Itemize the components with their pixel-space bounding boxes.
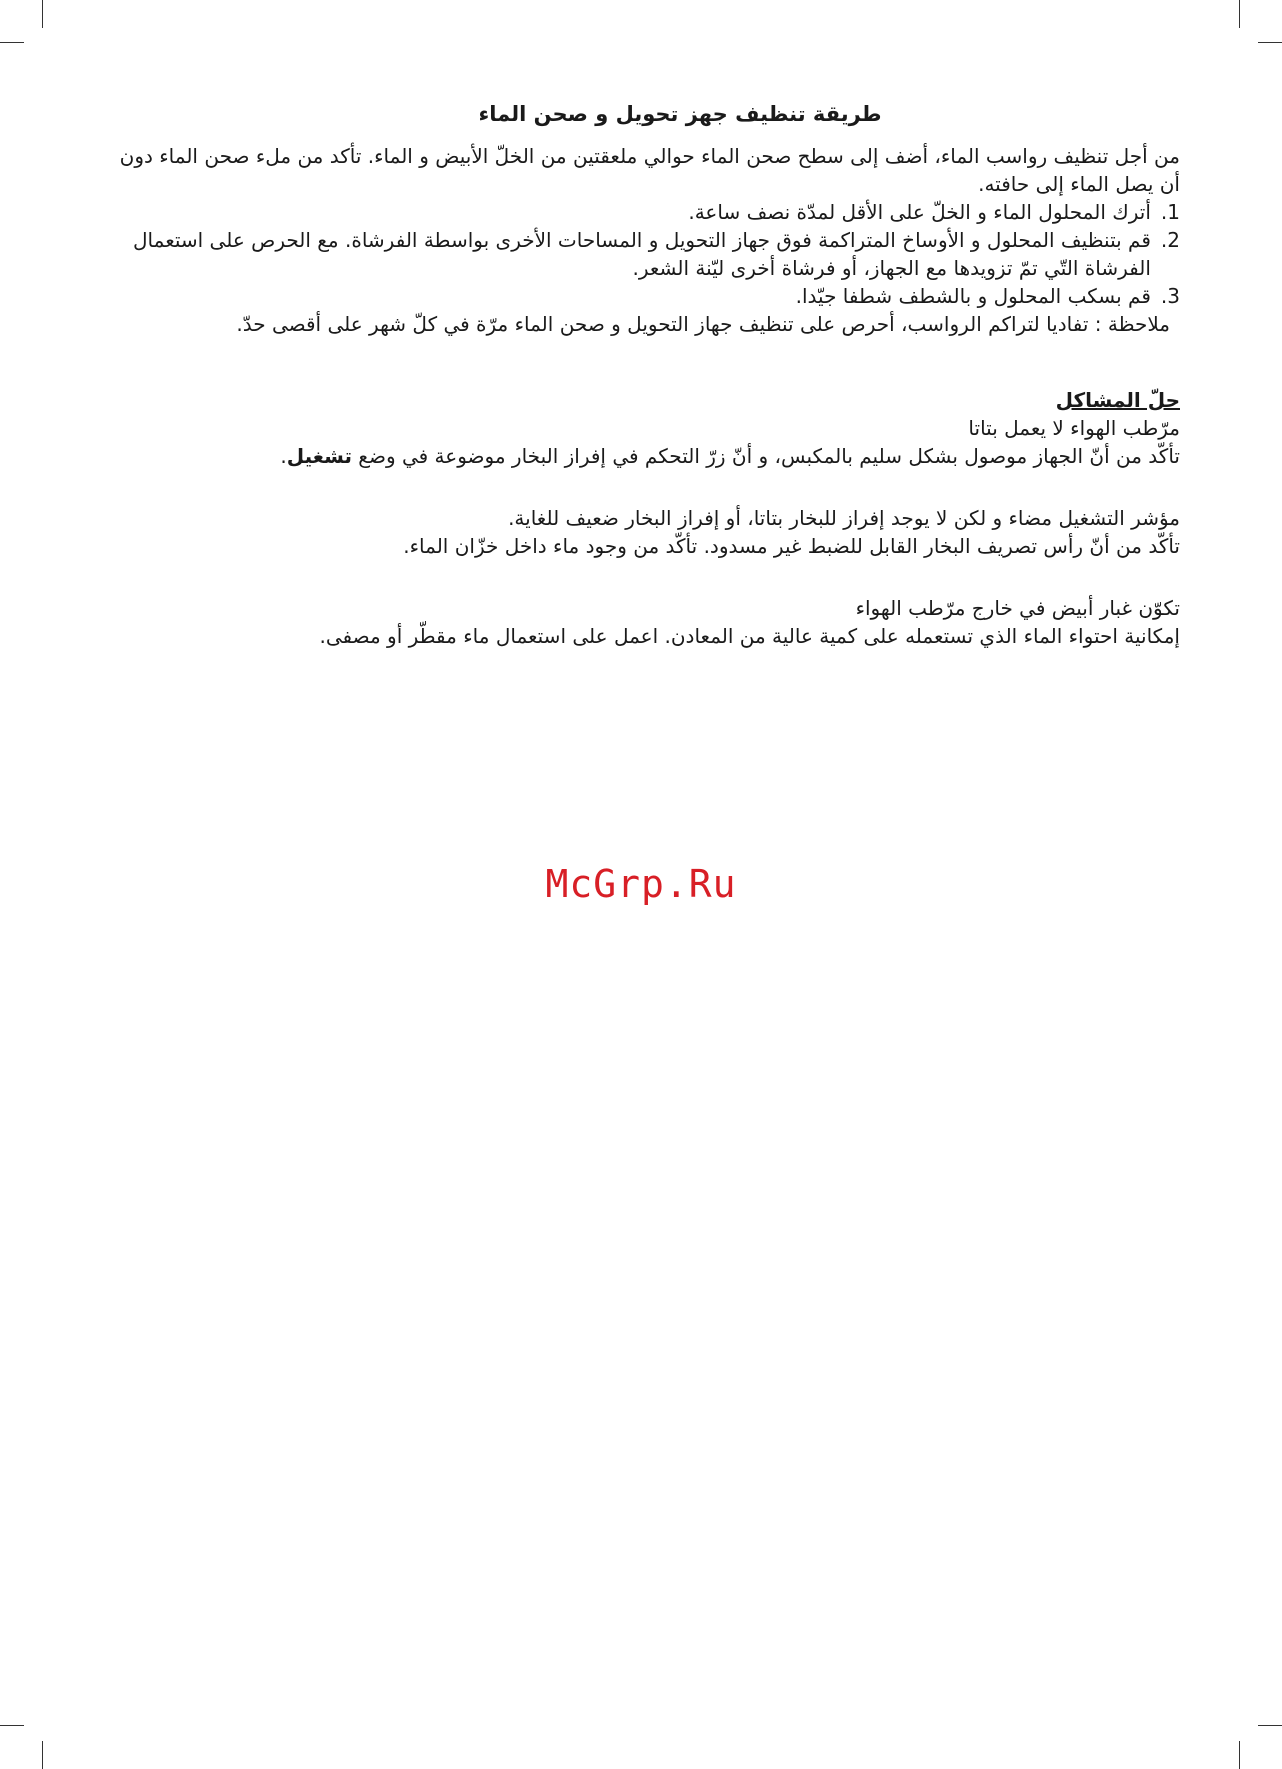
problem-issue: تكوّن غبار أبيض في خارج مرّطب الهواء: [855, 596, 1180, 620]
step-text: قم بسكب المحلول و بالشطف شطفا جيّدا.: [795, 284, 1151, 308]
solution-text: إمكانية احتواء الماء الذي تستعمله على كمية عالية من المعادن. اعمل على استعمال ماء مقطّر أو مصفى.: [319, 624, 1180, 648]
step-text: أترك المحلول الماء و الخلّ على الأقل لمدّة نصف ساعة.: [688, 200, 1151, 224]
step-number: 3.: [1160, 284, 1180, 308]
crop-mark-top-left: [42, 0, 43, 28]
document-title: طريقة تنظيف جهز تحويل و صحن الماء: [478, 102, 882, 126]
step-number: 2.: [1160, 228, 1180, 252]
problem-issue: مرّطب الهواء لا يعمل بتاتا: [968, 416, 1180, 440]
crop-mark-top-right-h: [1258, 42, 1282, 43]
problem-block: [110, 504, 1180, 560]
watermark-logo: McGrp.Ru: [545, 862, 737, 906]
solution-bold-term: تشغيل: [286, 444, 352, 468]
intro-paragraph: من أجل تنظيف رواسب الماء، أضف إلى سطح صحن الماء حوالي ملعقتين من الخلّ الأبيض و الماء. تأكد من ملء صحن الماء دون أن يصل الماء إلى حافته.: [119, 144, 1180, 196]
solution-text: تأكّد من أنّ الجهاز موصول بشكل سليم بالمكبس، و أنّ زرّ التحكم في إفراز البخار موضوعة في وضع: [351, 444, 1180, 468]
crop-mark-bottom-left: [42, 1741, 43, 1769]
step-item: [110, 198, 1180, 226]
problem-solution: [110, 532, 1180, 560]
step-item: [110, 282, 1180, 310]
crop-mark-bottom-left-h: [0, 1725, 24, 1726]
crop-mark-bottom-right-h: [1258, 1725, 1282, 1726]
step-number: 1.: [1160, 200, 1180, 224]
step-text: قم بتنظيف المحلول و الأوساخ المتراكمة فوق جهاز التحويل و المساحات الأخرى بواسطة الفرشاة. مع الحرص على استعمال الفرشاة التّي تمّ تزويدها مع الجهاز، أو فرشاة أخرى ليّنة الشعر.: [133, 228, 1151, 280]
document-page: [110, 100, 1180, 650]
troubleshooting-title: حلّ المشاكل: [1055, 388, 1180, 412]
solution-end: .: [280, 444, 287, 468]
cleaning-steps: [110, 198, 1180, 310]
problem-solution: [110, 442, 1180, 470]
step-item: [110, 226, 1180, 282]
problem-solution: [110, 622, 1180, 650]
problem-issue: مؤشر التشغيل مضاء و لكن لا يوجد إفراز للبخار بتاتا، أو إفراز البخار ضعيف للغاية.: [508, 506, 1180, 530]
problem-block: [110, 594, 1180, 650]
solution-text: تأكّد من أنّ رأس تصريف البخار القابل للضبط غير مسدود. تأكّد من وجود ماء داخل خزّان الماء.: [403, 534, 1180, 558]
problem-block: [110, 414, 1180, 470]
crop-mark-top-left-h: [0, 42, 24, 43]
crop-mark-bottom-right: [1239, 1741, 1240, 1769]
crop-mark-top-right: [1239, 0, 1240, 28]
note-paragraph: ملاحظة : تفاديا لتراكم الرواسب، أحرص على تنظيف جهاز التحويل و صحن الماء مرّة في كلّ شهر على أقصى حدّ.: [236, 312, 1170, 336]
